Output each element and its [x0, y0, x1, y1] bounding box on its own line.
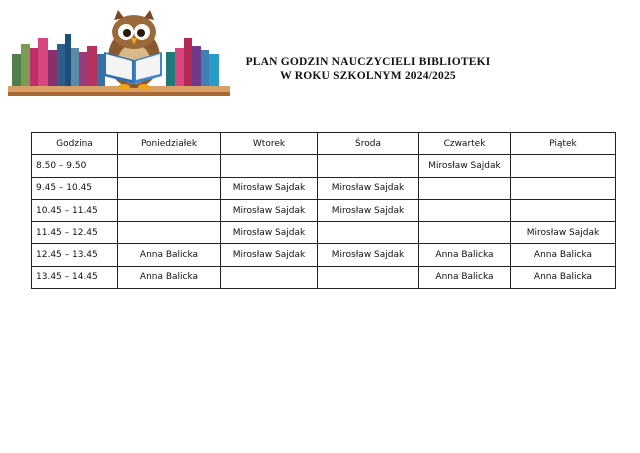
table-cell — [419, 199, 511, 221]
title-line-1: PLAN GODZIN NAUCZYCIELI BIBLIOTEKI — [245, 56, 491, 68]
table-cell — [318, 155, 419, 177]
table-cell — [318, 266, 419, 288]
table-row — [32, 222, 616, 244]
table-cell: Anna Balicka — [419, 244, 511, 266]
table-cell — [419, 177, 511, 199]
table-row — [32, 177, 616, 199]
table-row — [32, 244, 616, 266]
title-line-2: W ROKU SZKOLNYM 2024/2025 — [280, 70, 456, 82]
column-header-wtorek: Wtorek — [221, 133, 318, 155]
table-cell: Mirosław Sajdak — [318, 199, 419, 221]
table-cell: Mirosław Sajdak — [511, 222, 616, 244]
column-header-piatek: Piątek — [511, 133, 616, 155]
page-title — [232, 55, 504, 83]
table-row — [32, 155, 616, 177]
table-cell: Anna Balicka — [118, 244, 221, 266]
table-cell: Anna Balicka — [511, 244, 616, 266]
table-cell: Anna Balicka — [118, 266, 221, 288]
table-cell: Mirosław Sajdak — [419, 155, 511, 177]
table-cell: Mirosław Sajdak — [221, 244, 318, 266]
table-cell — [118, 177, 221, 199]
table-cell — [221, 266, 318, 288]
time-cell: 9.45 – 10.45 — [32, 177, 118, 199]
column-header-sroda: Środa — [318, 133, 419, 155]
column-header-poniedzialek: Poniedziałek — [118, 133, 221, 155]
table-cell: Anna Balicka — [511, 266, 616, 288]
table-cell — [419, 222, 511, 244]
table-row — [32, 199, 616, 221]
owl-books-illustration — [6, 8, 232, 100]
table-header-row — [32, 133, 616, 155]
table-cell: Mirosław Sajdak — [221, 222, 318, 244]
time-cell: 8.50 – 9.50 — [32, 155, 118, 177]
time-cell: 12.45 – 13.45 — [32, 244, 118, 266]
table-cell — [221, 155, 318, 177]
table-cell — [118, 155, 221, 177]
table-cell — [511, 177, 616, 199]
table-cell — [118, 199, 221, 221]
table-cell — [511, 155, 616, 177]
time-cell: 10.45 – 11.45 — [32, 199, 118, 221]
table-row — [32, 266, 616, 288]
time-cell: 11.45 – 12.45 — [32, 222, 118, 244]
table-cell: Mirosław Sajdak — [318, 244, 419, 266]
column-header-czwartek: Czwartek — [419, 133, 511, 155]
table-cell — [118, 222, 221, 244]
schedule-table — [31, 132, 616, 289]
time-cell: 13.45 – 14.45 — [32, 266, 118, 288]
column-header-godzina: Godzina — [32, 133, 118, 155]
table-cell: Anna Balicka — [419, 266, 511, 288]
table-cell — [318, 222, 419, 244]
table-cell: Mirosław Sajdak — [221, 177, 318, 199]
table-cell: Mirosław Sajdak — [318, 177, 419, 199]
table-cell — [511, 199, 616, 221]
table-cell: Mirosław Sajdak — [221, 199, 318, 221]
